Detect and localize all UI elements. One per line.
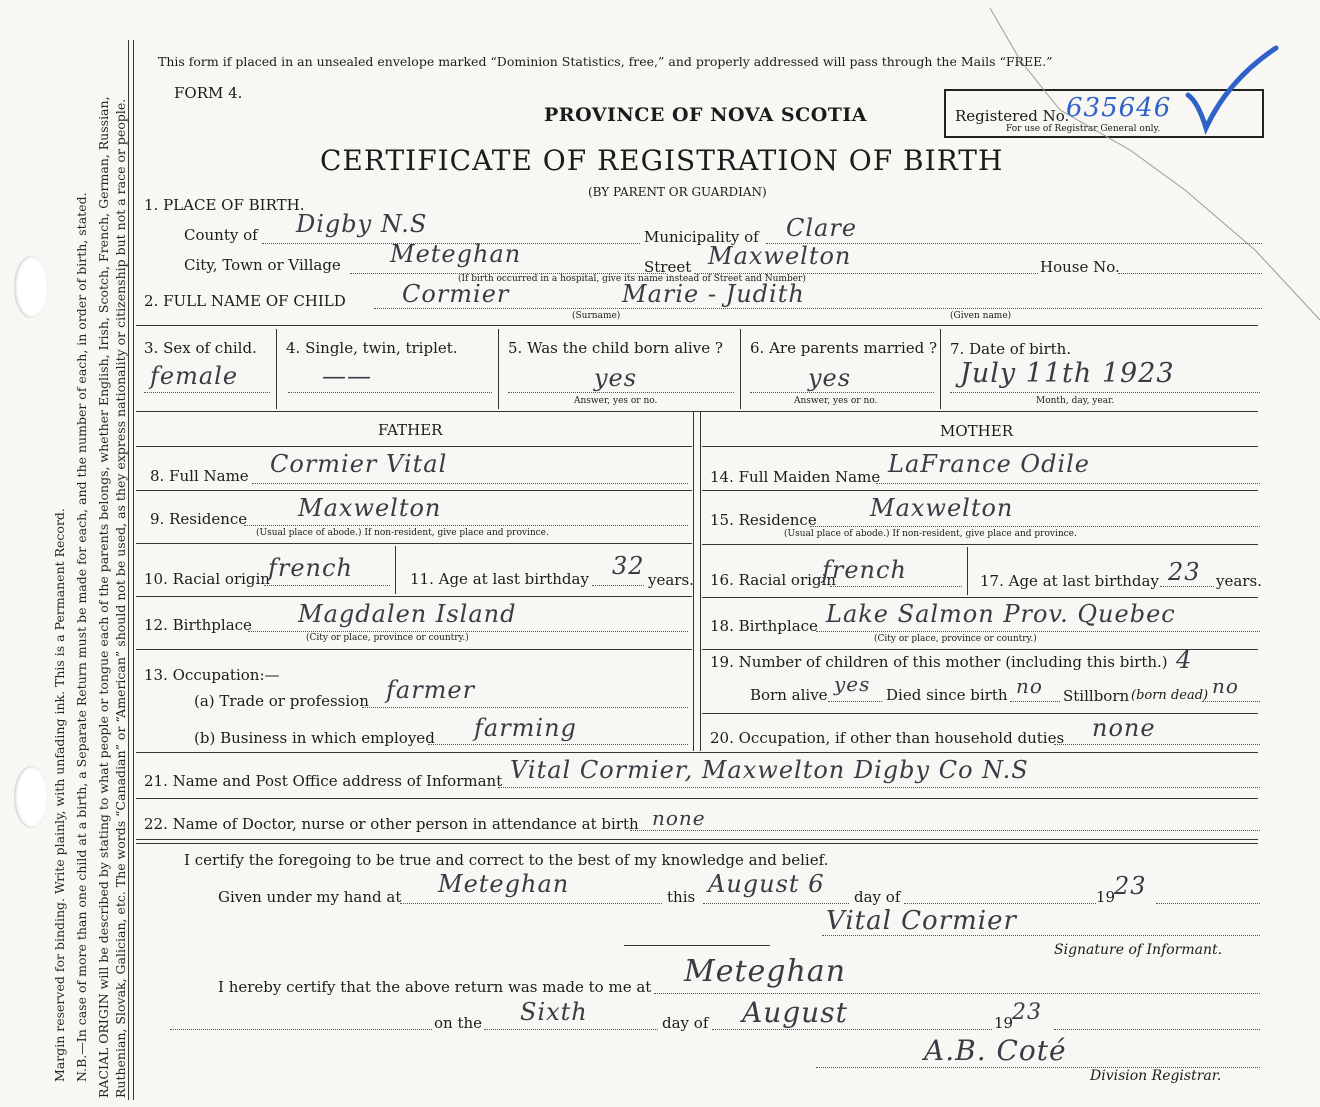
- father-residence-value: Maxwelton: [298, 494, 442, 522]
- margin-note-2: N.B.—In case of more than one child at a birth, a Separate Return must be made for each, and the number of each, in order of birth, stated.: [74, 192, 89, 1082]
- mother-age-years: years.: [1216, 572, 1262, 590]
- given-at-label: Given under my hand at: [218, 888, 402, 906]
- date-of-birth-label: 7. Date of birth.: [950, 340, 1072, 358]
- given-name-note: (Given name): [950, 311, 1012, 321]
- multiplicity-label: 4. Single, twin, triplet.: [286, 339, 458, 357]
- street-value: Maxwelton: [708, 242, 852, 270]
- day-of-label: day of: [854, 888, 901, 906]
- born-alive-value: yes: [594, 364, 638, 392]
- city-label: City, Town or Village: [184, 256, 341, 274]
- trade-label: (a) Trade or profession: [194, 692, 369, 710]
- division-registrar-label: Division Registrar.: [1090, 1068, 1222, 1084]
- born-alive-count-value: yes: [834, 672, 871, 696]
- business-label: (b) Business in which employed: [194, 729, 435, 747]
- informant-label: 21. Name and Post Office address of Informant: [144, 772, 503, 790]
- municipality-label: Municipality of: [644, 228, 759, 246]
- on-the-value: Sixth: [520, 998, 588, 1026]
- mother-name-value: LaFrance Odile: [888, 450, 1091, 478]
- signature-of-informant-label: Signature of Informant.: [1054, 942, 1223, 958]
- torn-corner-crease: [980, 0, 1320, 330]
- date-note: Month, day, year.: [1036, 396, 1115, 406]
- father-age-value: 32: [612, 552, 645, 580]
- house-no-label: House No.: [1040, 258, 1120, 276]
- mother-race-label: 16. Racial origin: [710, 571, 836, 589]
- father-name-value: Cormier Vital: [270, 450, 448, 478]
- margin-note-3: RACIAL ORIGIN will be described by stating to what people or tongue each of the parents belongs, whether English, Irish, Scotch, French, German, Russian,: [96, 96, 111, 1098]
- margin-rule-inner: [133, 40, 134, 1100]
- answer-note-6: Answer, yes or no.: [794, 396, 878, 406]
- father-age-label: 11. Age at last birthday: [410, 570, 589, 588]
- mother-residence-label: 15. Residence: [710, 511, 817, 529]
- born-alive-label: 5. Was the child born alive ?: [508, 339, 723, 357]
- registrar-year: 23: [1012, 1000, 1042, 1025]
- mother-age-value: 23: [1168, 558, 1201, 586]
- children-count-label: 19. Number of children of this mother (including this birth.): [710, 653, 1168, 671]
- trade-value: farmer: [386, 676, 476, 704]
- informant-signature: Vital Cormier: [826, 906, 1017, 936]
- registrar-statement: I hereby certify that the above return was made to me at: [218, 978, 652, 996]
- born-alive-count-label: Born alive: [750, 686, 828, 704]
- child-given-name: Marie - Judith: [622, 280, 805, 308]
- surname-note: (Surname): [572, 311, 621, 321]
- mother-occupation-label: 20. Occupation, if other than household duties: [710, 729, 1065, 747]
- father-name-label: 8. Full Name: [150, 467, 249, 485]
- margin-rule: [128, 40, 129, 1100]
- sex-label: 3. Sex of child.: [144, 339, 257, 357]
- informant-value: Vital Cormier, Maxwelton Digby Co N.S: [510, 756, 1029, 784]
- registrar-place: Meteghan: [684, 954, 847, 989]
- father-race-value: french: [268, 554, 353, 582]
- father-residence-note: (Usual place of abode.) If non-resident, give place and province.: [256, 528, 549, 538]
- year-value: 23: [1114, 872, 1147, 900]
- registrar-year-prefix: 19: [994, 1014, 1014, 1032]
- child-name-label: 2. FULL NAME OF CHILD: [144, 292, 346, 310]
- binding-hole-top: [14, 256, 48, 318]
- certificate-title: CERTIFICATE OF REGISTRATION OF BIRTH: [320, 144, 1004, 177]
- mother-occupation-value: none: [1092, 714, 1156, 742]
- registrar-day-of-label: day of: [662, 1014, 709, 1032]
- mother-name-label: 14. Full Maiden Name: [710, 468, 881, 486]
- mother-birthplace-value: Lake Salmon Prov. Quebec: [826, 600, 1176, 628]
- registrar-use-note: For use of Registrar General only.: [1006, 124, 1161, 134]
- parents-married-value: yes: [808, 364, 852, 392]
- died-since-birth-label: Died since birth: [886, 686, 1008, 704]
- answer-note-5: Answer, yes or no.: [574, 396, 658, 406]
- certify-statement: I certify the foregoing to be true and correct to the best of my knowledge and belief.: [184, 851, 829, 869]
- county-value: Digby N.S: [296, 210, 428, 238]
- margin-note-4: Ruthenian, Slovak, Galician, etc. The words “Canadian” or “American” should not be used, as they express nationality or citizenship but not a race or people.: [113, 98, 128, 1098]
- hospital-note: (If birth occurred in a hospital, give its name instead of Street and Number): [458, 274, 806, 284]
- binding-hole-bottom: [14, 766, 48, 828]
- mother-birthplace-label: 18. Birthplace: [710, 617, 818, 635]
- province-heading: PROVINCE OF NOVA SCOTIA: [544, 104, 868, 126]
- county-label: County of: [184, 226, 258, 244]
- registrar-signature: A.B. Coté: [924, 1034, 1067, 1067]
- father-residence-label: 9. Residence: [150, 510, 248, 528]
- mother-birthplace-note: (City or place, province or country.): [874, 634, 1037, 644]
- father-race-label: 10. Racial origin: [144, 570, 270, 588]
- mother-residence-note: (Usual place of abode.) If non-resident, give place and province.: [784, 529, 1077, 539]
- mailing-note: This form if placed in an unsealed envelope marked “Dominion Statistics, free,” and properly addressed will pass through the Mails “FREE.”: [158, 54, 1053, 69]
- this-label: this: [667, 888, 696, 906]
- multiplicity-value: ——: [322, 362, 372, 390]
- parents-married-label: 6. Are parents married ?: [750, 339, 938, 357]
- mother-age-label: 17. Age at last birthday: [980, 572, 1159, 590]
- year-prefix: 19: [1096, 888, 1116, 906]
- on-the-label: on the: [434, 1014, 483, 1032]
- father-birthplace-value: Magdalen Island: [298, 600, 517, 628]
- place-of-birth-label: 1. PLACE OF BIRTH.: [144, 196, 305, 214]
- street-label: Street: [644, 258, 692, 276]
- father-birthplace-note: (City or place, province or country.): [306, 633, 469, 643]
- children-count-value: 4: [1176, 646, 1193, 674]
- margin-note-1: Margin reserved for binding. Write plainly, with unfading ink. This is a Permanent Record.: [52, 508, 67, 1082]
- certificate-subtitle: (BY PARENT OR GUARDIAN): [588, 185, 767, 199]
- mother-residence-value: Maxwelton: [870, 494, 1014, 522]
- registered-number: 635646: [1066, 93, 1172, 123]
- stillborn-label: Stillborn: [1063, 687, 1130, 705]
- sex-value: female: [150, 362, 239, 390]
- mother-heading: MOTHER: [940, 422, 1013, 440]
- father-heading: FATHER: [378, 421, 443, 439]
- father-birthplace-label: 12. Birthplace: [144, 616, 252, 634]
- child-surname: Cormier: [402, 280, 510, 308]
- date-of-birth-value: July 11th 1923: [960, 358, 1175, 389]
- registrar-month: August: [742, 996, 848, 1029]
- this-value: August 6: [708, 870, 825, 898]
- given-at-value: Meteghan: [438, 870, 570, 898]
- municipality-value: Clare: [786, 214, 858, 242]
- stillborn-value: no: [1212, 674, 1239, 698]
- father-age-years: years.: [648, 571, 694, 589]
- stillborn-note: (born dead): [1131, 688, 1209, 703]
- registered-label: Registered No.: [955, 107, 1070, 125]
- occupation-label: 13. Occupation:—: [144, 666, 280, 684]
- form-number: FORM 4.: [174, 84, 243, 102]
- doctor-label: 22. Name of Doctor, nurse or other person in attendance at birth: [144, 815, 639, 833]
- died-since-birth-value: no: [1016, 674, 1043, 698]
- business-value: farming: [474, 714, 577, 742]
- mother-race-value: french: [822, 556, 907, 584]
- doctor-value: none: [652, 806, 706, 830]
- city-value: Meteghan: [390, 240, 522, 268]
